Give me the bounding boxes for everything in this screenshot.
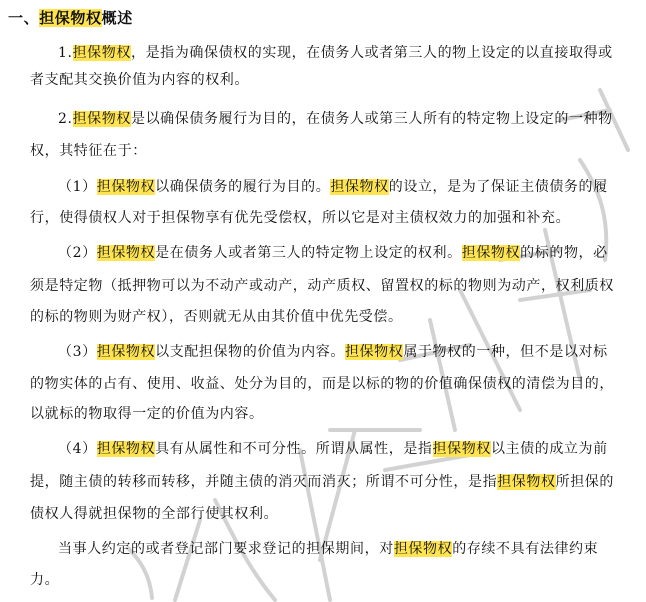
item-1-line-1: [58, 176, 608, 198]
item-2-line-3: [30, 306, 403, 328]
text-run: 力。: [30, 572, 60, 588]
item-3-line-2: [30, 373, 614, 395]
paragraph-3-line-2: [30, 569, 59, 591]
text-run: 是在债务人或者第三人的特定物上设定的权利。: [155, 245, 462, 261]
item-2-line-1: [58, 242, 608, 264]
highlighted-term: 担保物权: [330, 179, 389, 195]
highlighted-term: 担保物权: [344, 344, 404, 360]
highlighted-term: 担保物权: [72, 45, 131, 61]
text-run: 债权人得就担保物的全部行使其权利。: [30, 506, 279, 522]
heading-suffix: 概述: [101, 9, 133, 27]
text-run: 以确保债务的履行为目的。: [155, 179, 331, 195]
text-run: 的存续不具有法律约束: [452, 541, 599, 557]
text-run: 1.: [58, 45, 73, 61]
text-run: 以主债的成立为前: [490, 441, 608, 457]
paragraph-2-line-2: [30, 140, 147, 162]
highlighted-term: 担保物权: [432, 441, 491, 457]
paragraph-1-line-2: [30, 69, 249, 91]
text-run: （3）: [58, 344, 97, 360]
item-4-line-2: [30, 471, 614, 493]
text-run: 以支配担保物的价值为内容。: [155, 344, 345, 360]
paragraph-3-line-1: [58, 538, 598, 560]
text-run: 当事人约定的或者登记部门要求登记的担保期间，对: [58, 541, 394, 557]
highlighted-term: 担保物权: [96, 441, 156, 457]
text-run: 的标的物则为财产权），否则就无从由其价值中优先受偿。: [30, 309, 403, 325]
section-heading: [8, 7, 133, 29]
text-run: 行，使得债权人对于担保物享有优先受偿权，所以它是对主债权效力的加强和补充。: [30, 210, 571, 226]
text-run: 的标的物，必: [520, 245, 608, 261]
text-run: 属于物权的一种，但不是以对标: [403, 344, 608, 360]
text-run: 以就标的物取得一定的价值为内容。: [30, 406, 264, 422]
text-run: （4）: [58, 441, 97, 457]
item-2-line-2: [30, 275, 614, 297]
text-run: （2）: [58, 245, 97, 261]
heading-prefix: 一、: [8, 9, 40, 27]
text-run: 权，其特征在于：: [30, 143, 147, 159]
text-run: ，是指为确保债权的实现，在债务人或者第三人的物上设定的以直接取得或: [130, 45, 613, 61]
item-4-line-1: [58, 438, 608, 460]
paragraph-2-line-1: [58, 108, 613, 130]
text-run: 所担保的: [555, 474, 615, 490]
highlighted-term: 担保物权: [96, 344, 156, 360]
heading-highlight: 担保物权: [39, 9, 102, 27]
text-run: （1）: [58, 179, 97, 195]
text-run: 2.: [58, 111, 73, 127]
highlighted-term: 担保物权: [72, 111, 131, 127]
item-1-line-2: [30, 207, 570, 229]
highlighted-term: 担保物权: [96, 179, 156, 195]
paragraph-1-line-1: [58, 42, 613, 64]
highlighted-term: 担保物权: [96, 245, 156, 261]
text-run: 提，随主债的转移而转移，并随主债的消灭而消灭；所谓不可分性，是指: [30, 474, 498, 490]
text-run: 须是特定物（抵押物可以为不动产或动产，动产质权、留置权的标的物则为动产，权利质权: [30, 278, 614, 294]
item-3-line-1: [58, 341, 608, 363]
highlighted-term: 担保物权: [497, 474, 556, 490]
text-run: 具有从属性和不可分性。所谓从属性，是指: [155, 441, 433, 457]
text-run: 是以确保债务履行为目的，在债务人或第三人所有的特定物上设定的一种物: [130, 111, 613, 127]
text-run: 者支配其交换价值为内容的权利。: [30, 72, 249, 88]
highlighted-term: 担保物权: [461, 245, 521, 261]
highlighted-term: 担保物权: [393, 541, 453, 557]
text-run: 的设立，是为了保证主债债务的履: [388, 179, 608, 195]
item-4-line-3: [30, 503, 278, 525]
text-run: 的物实体的占有、使用、收益、处分为目的，而是以标的物的价值确保债权的清偿为目的，: [30, 376, 614, 392]
item-3-line-3: [30, 403, 264, 425]
